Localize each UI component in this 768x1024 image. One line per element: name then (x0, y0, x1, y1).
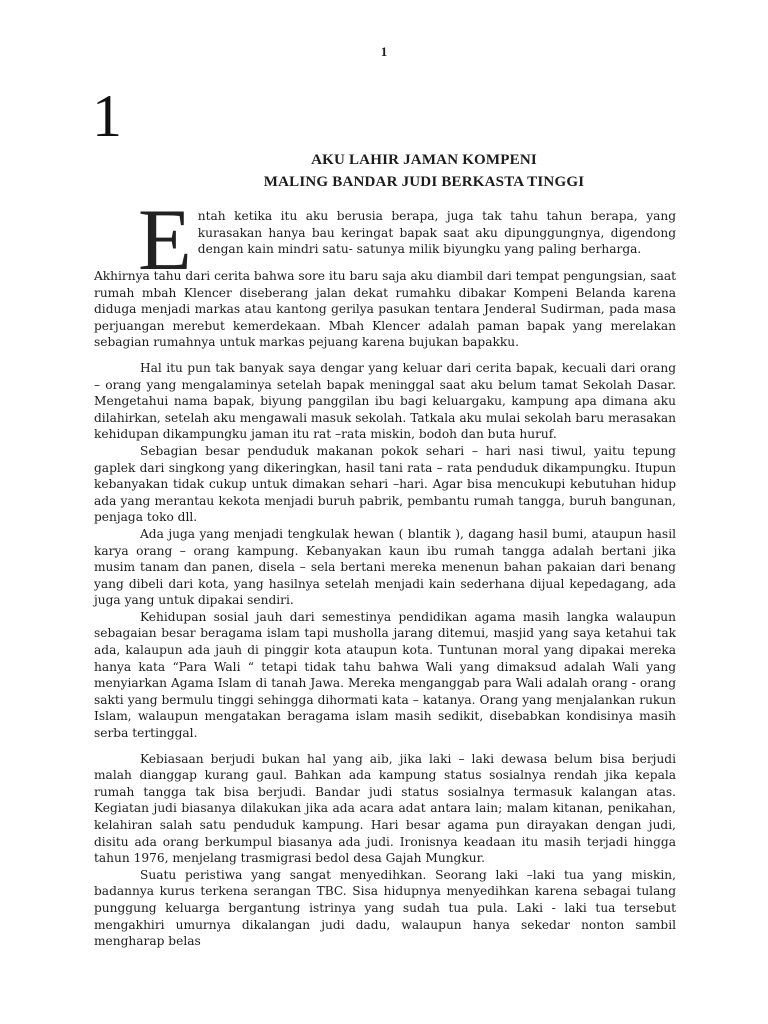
paragraph-2: Akhirnya tahu dari cerita bahwa sore itu baru saja aku diambil dari tempat pengungsian, saat rumah mbah Klencer diseberang jalan dekat rumahku dibakar Kompeni Belanda karena diduga menjadi markas atau kantong gerilya pasukan tentara Jenderal Sudirman, pada masa perjuangan merebut kemerdekaan. Mbah Klencer adalah paman bapak yang merelakan sebagian rumahnya untuk markas pejuang karena bujukan bapakku. (94, 269, 676, 350)
page-number: 1 (380, 44, 388, 59)
paragraph-6: Kehidupan sosial jauh dari semestinya pendidikan agama masih langka walaupun sebagaian besar beragama islam tapi musholla jarang ditemui, masjid yang saya ketahui tak ada, kalaupun ada jauh di pinggir kota ataupun kota. Tuntunan moral yang dipakai mereka hanya kata “Para Wali “ tetapi tidak tahu bahwa Wali yang dimaksud adalah Wali yang menyiarkan Agama Islam di tanah Jawa. Mereka menganggab para Wali adalah orang - orang sakti yang bermulu tinggi sehingga dihormati kata – katanya. Orang yang menjalankan rukun Islam, walaupun mengatakan beragama islam masih sedikit, disebabkan kondisinya masih serba tertinggal. (94, 609, 676, 741)
chapter-title-line-2: MALING BANDAR JUDI BERKASTA TINGGI (263, 174, 585, 190)
paragraph-5: Ada juga yang menjadi tengkulak hewan ( blantik ), dagang hasil bumi, ataupun hasil karya orang – orang kampung. Kebanyakan kaun ibu rumah tangga adalah bertani jika musim tanam dan panen, disela – sela bertani mereka menenun bahan pakaian dari benang yang dibeli dari kota, yang hasilnya setelah menjadi kain sederhana dijual kepedagang, ada juga yang untuk dipakai sendiri. (94, 526, 676, 608)
paragraph-1: ntah ketika itu aku berusia berapa, juga tak tahu tahun berapa, yang kurasakan hanya bau keringat bapak saat aku dipunggungnya, digendong dengan kain mindri satu- satunya milik biyungku yang paling berharga. (197, 209, 676, 257)
drop-cap: E (138, 192, 192, 289)
chapter-title-line-1: AKU LAHIR JAMAN KOMPENI (311, 152, 537, 168)
paragraph-7: Kebiasaan berjudi bukan hal yang aib, jika laki – laki dewasa belum bisa berjudi malah dianggap kurang gaul. Bahkan ada kampung status sosialnya rendah jika kepala rumah tangga tak bisa berjudi. Bandar judi status sosialnya termasuk kalangan atas. Kegiatan judi biasanya dilakukan jika ada acara adat antara lain; malam kitanan, penikahan, kelahiran salah satu penduduk kampung. Hari besar agama pun dirayakan dengan judi, disitu ada orang berkumpul biasanya ada judi. Ironisnya keadaan itu masih terjadi hingga tahun 1976, menjelang trasmigrasi bedol desa Gajah Mungkur. (94, 751, 676, 866)
body-text (94, 192, 676, 950)
paragraph-4: Sebagian besar penduduk makanan pokok sehari – hari nasi tiwul, yaitu tepung gaplek dari singkong yang dikeringkan, hasil tani rata – rata penduduk dikampungku. Itupun kebanyakan tidak cukup untuk dimakan sehari –hari. Agar bisa mencukupi kebutuhan hidup ada yang merantau kekota menjadi buruh pabrik, pembantu rumah tangga, buruh bangunan, penjaga toko dll. (94, 443, 676, 525)
paragraph-8: Suatu peristiwa yang sangat menyedihkan. Seorang laki –laki tua yang miskin, badannya kurus terkena serangan TBC. Sisa hidupnya menyedihkan karena sebagai tulang punggung keluarga bergantung istrinya yang sudah tua pula. Laki - laki tua tersebut mengakhiri umurnya dikalangan judi dadu, walaupun hanya sekedar nonton sambil mengharap belas (94, 867, 676, 949)
chapter-number: 1 (92, 83, 122, 149)
paragraph-3: Hal itu pun tak banyak saya dengar yang keluar dari cerita bapak, kecuali dari orang – orang yang mengalaminya setelah bapak meninggal saat aku belum tamat Sekolah Dasar. Mengetahui nama bapak, biyung panggilan ibu bagi keluargaku, kampung apa dimana aku dilahirkan, setelah aku mengawali masuk sekolah. Tatkala aku mulai sekolah baru merasakan kehidupan dikampungku jaman itu rat –rata miskin, bodoh dan buta huruf. (94, 360, 676, 442)
